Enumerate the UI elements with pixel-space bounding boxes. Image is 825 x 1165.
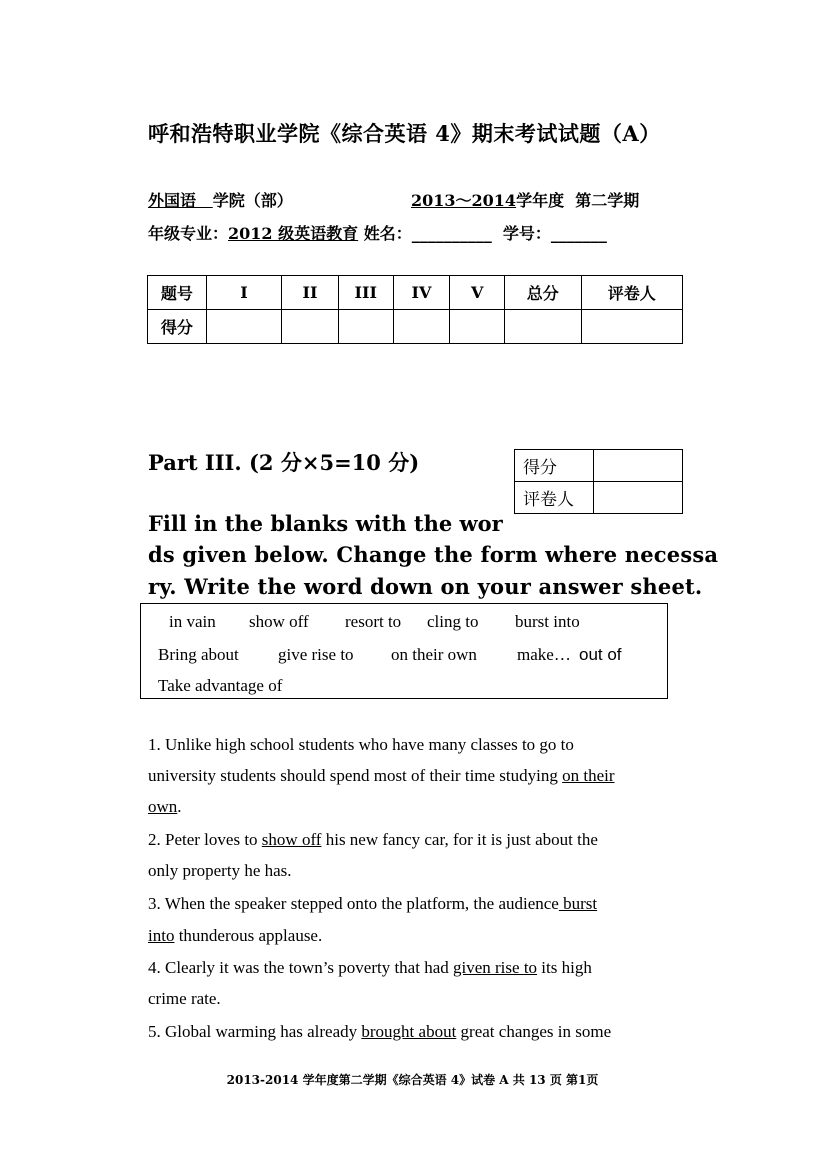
score-table-header-row	[148, 276, 683, 310]
question-1-line-2	[148, 766, 615, 786]
answer-text: brought about	[361, 1022, 457, 1041]
id-label: 学号：	[502, 224, 551, 243]
question-text: 5. Global warming has already	[148, 1022, 362, 1041]
part-grader-cell	[594, 482, 683, 514]
dept-suffix: 学院（部）	[212, 191, 293, 210]
answer-text: on their	[562, 766, 615, 785]
score-cell: IV	[393, 276, 450, 310]
score-cell: II	[282, 276, 339, 310]
question-1-line-3	[148, 797, 182, 817]
header-line-2	[148, 221, 607, 244]
name-blank: __________	[411, 224, 492, 243]
instruction-line-3: ry. Write the word down on your answer sheet.	[148, 574, 703, 599]
question-text: 3. When the speaker stepped onto the platform, the audience	[148, 894, 559, 913]
answer-text: burst	[558, 894, 598, 913]
score-input-cell	[393, 310, 450, 344]
part-heading: Part III. (2 分×5=10 分)	[148, 450, 420, 475]
score-table-score-row	[148, 310, 683, 344]
question-5-line-1	[148, 1022, 611, 1042]
question-text: great changes in some	[456, 1022, 612, 1041]
instruction-line-1: Fill in the blanks with the wor	[148, 511, 503, 536]
year-value: 2013～2014	[411, 191, 517, 210]
question-4-line-2: crime rate.	[148, 989, 221, 1008]
question-text: thunderous applause.	[174, 926, 323, 945]
term-value: 第二学期	[575, 191, 640, 210]
name-label: 姓名：	[363, 224, 412, 243]
exam-title: 呼和浩特职业学院《综合英语 4》期末考试试题（A）	[148, 121, 661, 146]
part-grader-label: 评卷人	[515, 482, 594, 514]
word-bank-item: Take advantage of	[158, 676, 283, 695]
score-input-cell	[581, 310, 682, 344]
score-cell: 题号	[148, 276, 207, 310]
score-input-cell	[450, 310, 505, 344]
page-footer: 2013-2014 学年度第二学期《综合英语 4》试卷 A 共 13 页 第1页	[226, 1073, 599, 1087]
score-cell: 总分	[505, 276, 582, 310]
grade-value: 2012 级英语教育	[228, 224, 359, 243]
grade-label: 年级专业：	[148, 224, 229, 243]
word-bank-item: resort to	[345, 612, 402, 631]
word-bank-item: make…	[517, 645, 571, 664]
id-blank: _______	[550, 224, 607, 243]
word-bank-box	[140, 603, 668, 699]
question-text: .	[177, 797, 182, 816]
header-year	[411, 188, 639, 211]
score-cell: III	[338, 276, 393, 310]
score-cell: 评卷人	[581, 276, 682, 310]
question-3-line-1	[148, 894, 597, 914]
score-cell: V	[450, 276, 505, 310]
score-input-cell	[505, 310, 582, 344]
word-bank-item: out of	[579, 645, 622, 664]
word-bank-item: on their own	[391, 645, 477, 664]
question-4-line-1	[148, 958, 592, 978]
word-bank-item: Bring about	[158, 645, 239, 664]
word-bank-item: burst into	[515, 612, 580, 631]
year-suffix: 学年度	[516, 191, 565, 210]
score-row-label: 得分	[148, 310, 207, 344]
score-input-cell	[206, 310, 281, 344]
score-cell: I	[206, 276, 281, 310]
answer-text: into	[148, 926, 175, 945]
question-text: university students should spend most of their time studying	[148, 766, 563, 785]
dept-value: 外国语	[148, 191, 197, 210]
answer-text: own	[148, 797, 178, 816]
answer-text: given rise to	[453, 958, 538, 977]
score-table	[147, 275, 683, 344]
dept-underline	[196, 191, 213, 210]
question-text: his new fancy car, for it is just about the	[321, 830, 598, 849]
question-3-line-2	[148, 926, 322, 946]
answer-text: show off	[261, 830, 322, 849]
question-2-line-1	[148, 830, 598, 850]
word-bank-item: cling to	[427, 612, 479, 631]
part-score-label: 得分	[515, 450, 594, 482]
score-input-cell	[282, 310, 339, 344]
word-bank-item: in vain	[169, 612, 216, 631]
question-2-line-2: only property he has.	[148, 861, 292, 880]
score-input-cell	[338, 310, 393, 344]
question-text: 2. Peter loves to	[148, 830, 262, 849]
word-bank-item: show off	[249, 612, 309, 631]
word-bank-item: give rise to	[278, 645, 354, 664]
question-1-line-1: 1. Unlike high school students who have many classes to go to	[148, 735, 574, 754]
part-score-cell	[594, 450, 683, 482]
question-text: 4. Clearly it was the town’s poverty that had	[148, 958, 453, 977]
header-line-1	[148, 188, 293, 211]
part-score-table	[514, 449, 683, 514]
question-text: its high	[537, 958, 592, 977]
instruction-line-2: ds given below. Change the form where necessa	[148, 542, 719, 567]
